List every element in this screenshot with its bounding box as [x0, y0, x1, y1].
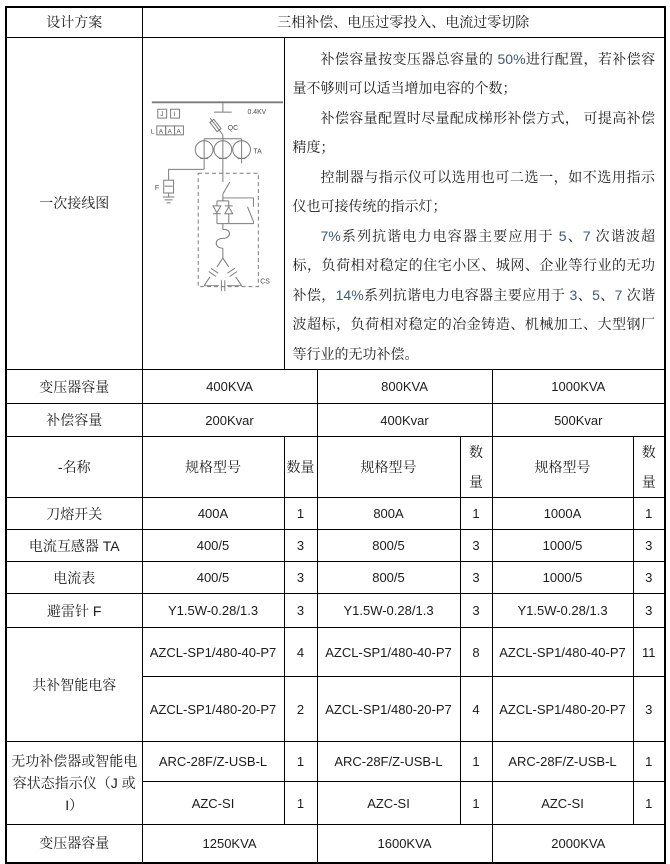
- bus-voltage-label: 0.4KV: [247, 108, 266, 116]
- header-spec: 规格型号: [317, 437, 460, 498]
- spec-cell: 800/5: [317, 530, 460, 562]
- highlight-number: 3: [569, 286, 578, 303]
- qty-cell: 3: [284, 562, 317, 594]
- component-name: 电流互感器 TA: [6, 530, 142, 562]
- bottom-transformer-value: 1600KVA: [317, 825, 492, 863]
- spec-cell: AZCL-SP1/480-20-P7: [142, 677, 284, 742]
- bottom-transformer-label: 变压器容量: [6, 825, 142, 863]
- qty-cell: 4: [460, 677, 492, 742]
- component-name: 刀熔开关: [6, 498, 142, 530]
- compensation-capacity-label: 补偿容量: [6, 404, 142, 437]
- bottom-transformer-row: [6, 825, 665, 863]
- note-text: 系列抗谐电力电容器主要应用于: [340, 227, 559, 244]
- note-paragraph: [293, 45, 656, 104]
- bottom-transformer-value: 2000KVA: [492, 825, 665, 863]
- spec-cell: 1000/5: [492, 530, 633, 562]
- ammeter-label-1: A: [158, 127, 163, 135]
- spec-cell: AZCL-SP1/480-40-P7: [492, 628, 633, 677]
- qty-cell: 3: [633, 677, 665, 742]
- qty-cell: 1: [460, 782, 492, 825]
- qty-cell: 1: [284, 742, 317, 782]
- spec-cell: AZCL-SP1/480-20-P7: [317, 677, 460, 742]
- transformer-capacity-row: [6, 370, 665, 404]
- wiring-row: [6, 37, 665, 370]
- capacitor-group-name: 共补智能电容: [6, 628, 142, 742]
- highlight-number: 5: [558, 227, 567, 244]
- header-spec: 规格型号: [492, 437, 633, 498]
- spec-cell: Y1.5W-0.28/1.3: [317, 594, 460, 628]
- spec-cell: AZC-SI: [492, 782, 633, 825]
- component-row: [6, 530, 665, 562]
- note-text: 补偿容量配置时尽量配成梯形补偿方式， 可提高补偿精度；: [292, 109, 656, 155]
- note-text: 次谐波超标，负荷相对稳定的冶金铸造、机械加工、大型钢厂等行业的无功补偿。: [292, 286, 656, 362]
- qty-cell: 2: [284, 677, 317, 742]
- note-paragraph: [293, 163, 656, 222]
- note-paragraph: [293, 104, 656, 163]
- qty-cell: 8: [460, 628, 492, 677]
- arrester-box: [163, 180, 173, 193]
- transformer-capacity-label: 变压器容量: [6, 370, 142, 404]
- highlight-number: 5: [592, 286, 600, 303]
- meter-j-label: J: [159, 110, 163, 118]
- ct-label: TA: [252, 148, 262, 156]
- compensation-capacity-value: 400Kvar: [317, 404, 492, 437]
- transformer-capacity-value: 800KVA: [317, 370, 492, 404]
- delta-cap-right: [227, 268, 237, 276]
- transformer-capacity-value: 400KVA: [142, 370, 317, 404]
- spec-cell: Y1.5W-0.28/1.3: [142, 594, 284, 628]
- wiring-notes-cell: [284, 37, 665, 370]
- qty-cell: 1: [460, 498, 492, 530]
- design-label: 设计方案: [6, 7, 142, 37]
- arrester-label: F: [154, 184, 159, 192]
- capacitor-unit-box: [198, 173, 258, 286]
- highlight-number: 14%: [335, 286, 364, 303]
- qty-cell: 1: [284, 782, 317, 825]
- wiring-diagram-cell: [142, 37, 284, 370]
- spec-cell: AZCL-SP1/480-40-P7: [317, 628, 460, 677]
- spec-cell: 800A: [317, 498, 460, 530]
- header-spec: 规格型号: [142, 437, 284, 498]
- spec-cell: 400A: [142, 498, 284, 530]
- component-name: 电流表: [6, 562, 142, 594]
- highlight-number: 7: [582, 227, 591, 244]
- thyristor-left: [213, 205, 221, 212]
- component-row: [6, 594, 665, 628]
- controller-group-row: [6, 742, 665, 782]
- qty-cell: 1: [633, 742, 665, 782]
- qty-cell: 3: [460, 594, 492, 628]
- meter-i-label: I: [173, 110, 175, 118]
- wiring-label: 一次接线图: [6, 37, 142, 370]
- note-text: 、: [599, 286, 615, 303]
- qty-cell: 3: [633, 594, 665, 628]
- compensation-capacity-value: 500Kvar: [492, 404, 665, 437]
- spec-cell: AZC-SI: [317, 782, 460, 825]
- note-text: 系列抗谐电力电容器主要应用于: [363, 286, 570, 303]
- spec-cell: AZCL-SP1/480-40-P7: [142, 628, 284, 677]
- qty-cell: 3: [460, 562, 492, 594]
- one-line-diagram: [143, 38, 283, 349]
- qty-cell: 1: [460, 742, 492, 782]
- component-name: 避雷针 F: [6, 594, 142, 628]
- highlight-number: 50%: [497, 50, 526, 67]
- spec-cell: AZCL-SP1/480-20-P7: [492, 677, 633, 742]
- capacitor-unit-label: CS: [259, 278, 270, 286]
- design-row: [6, 7, 665, 37]
- header-qty: 数量: [460, 437, 492, 498]
- note-text: 进行配置，若补偿容量不够则可以适当增加电容的个数；: [292, 50, 656, 96]
- transformer-capacity-value: 1000KVA: [492, 370, 665, 404]
- highlight-number: 7: [614, 286, 623, 303]
- header-name: -名称: [6, 437, 142, 498]
- compensation-capacity-value: 200Kvar: [142, 404, 317, 437]
- qty-cell: 3: [633, 562, 665, 594]
- qty-cell: 1: [633, 782, 665, 825]
- delta-cap-left: [208, 268, 218, 276]
- spec-cell: Y1.5W-0.28/1.3: [492, 594, 633, 628]
- spec-cell: 800/5: [317, 562, 460, 594]
- thyristor-right: [224, 206, 232, 213]
- highlight-number: 7%: [320, 227, 341, 244]
- spec-cell: 400/5: [142, 562, 284, 594]
- qty-cell: 3: [460, 530, 492, 562]
- note-text: 补偿容量按变压器总容量的: [320, 50, 498, 67]
- spec-table: [5, 6, 666, 864]
- qty-cell: 1: [284, 498, 317, 530]
- switch-label: QC: [227, 124, 238, 132]
- header-qty: 数量: [284, 437, 317, 498]
- header-qty: 数量: [633, 437, 665, 498]
- note-paragraph: [293, 222, 656, 370]
- spec-cell: 1000/5: [492, 562, 633, 594]
- note-text: 、: [566, 227, 583, 244]
- qty-cell: 1: [633, 498, 665, 530]
- ammeter-label-3: A: [176, 127, 181, 135]
- qty-cell: 3: [284, 530, 317, 562]
- qty-cell: 3: [284, 594, 317, 628]
- qty-cell: 11: [633, 628, 665, 677]
- qty-cell: 4: [284, 628, 317, 677]
- design-value: 三相补偿、电压过零投入、电流过零切除: [142, 7, 665, 37]
- note-text: 控制器与指示仪可以选用也可二选一，如不选用指示仪也可接传统的指示灯；: [292, 168, 656, 214]
- spec-cell: AZC-SI: [142, 782, 284, 825]
- compensation-capacity-row: [6, 404, 665, 437]
- controller-group-name: 无功补偿器或智能电容状态指示仪（J 或 I）: [6, 742, 142, 825]
- note-text: 、: [577, 286, 593, 303]
- ammeter-label-2: A: [167, 127, 172, 135]
- bottom-transformer-value: 1250KVA: [142, 825, 317, 863]
- qty-cell: 3: [633, 530, 665, 562]
- notes: [293, 45, 656, 370]
- component-row: [6, 562, 665, 594]
- spec-header-row: [6, 437, 665, 498]
- note-text: 次谐波超标，负荷相对稳定的住宅小区、城网、企业等行业的无功补偿，: [292, 227, 656, 303]
- ammeter-prefix: L: [150, 127, 154, 135]
- spec-cell: 1000A: [492, 498, 633, 530]
- spec-cell: ARC-28F/Z-USB-L: [492, 742, 633, 782]
- component-row: [6, 498, 665, 530]
- spec-cell: ARC-28F/Z-USB-L: [317, 742, 460, 782]
- spec-cell: ARC-28F/Z-USB-L: [142, 742, 284, 782]
- spec-cell: 400/5: [142, 530, 284, 562]
- capacitor-group-row: [6, 628, 665, 677]
